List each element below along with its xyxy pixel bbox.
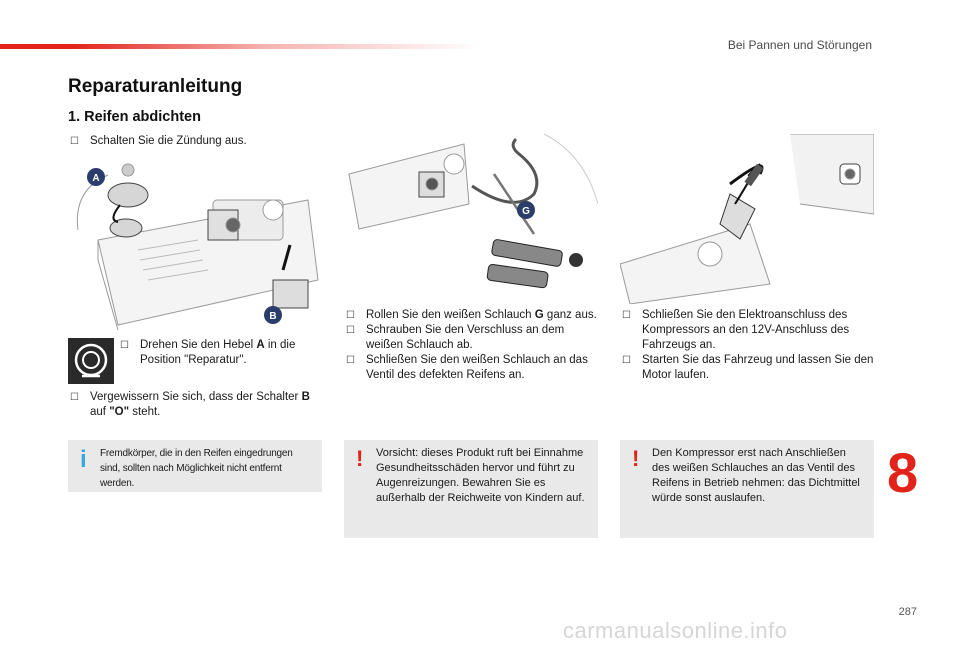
label-b: B: [269, 311, 277, 322]
power-connection-illustration: [620, 134, 874, 304]
step-switch-off-ignition: ☐ Schalten Sie die Zündung aus.: [70, 135, 247, 147]
steps-power: [622, 308, 874, 383]
checkbox-bullet-icon: ☐: [346, 310, 355, 321]
checkbox-bullet-icon: ☐: [70, 392, 79, 403]
header-accent-bar: [0, 44, 480, 49]
step-unscrew-cap: ☐ Schrauben Sie den Verschluss an dem weißen Schlauch ab.: [346, 324, 565, 351]
checkbox-bullet-icon: ☐: [622, 355, 631, 366]
warning-note-sealant: ! Vorsicht: dieses Produkt ruft bei Einnahme Gesundheitsschäden hervor und führt zu Augenreizungen. Bewahren Sie es außerhalb der Reichweite von Kindern auf.: [344, 440, 598, 538]
section-title: Bei Pannen und Störungen: [727, 38, 872, 52]
info-note: i Fremdkörper, die in den Reifen eingedrungen sind, sollten nach Möglichkeit nicht entfernt werden.: [68, 440, 322, 492]
compressor-lever-illustration: [68, 160, 324, 330]
checkbox-bullet-icon: ☐: [346, 355, 355, 366]
info-icon: i: [80, 446, 87, 473]
step-turn-lever: ☐ Drehen Sie den Hebel A in die Position "Reparatur".: [120, 339, 296, 366]
warning-note-compressor: ! Den Kompressor erst nach Anschließen des weißen Schlauches an das Ventil des Reifens in Betrieb nehmen: das Dichtmittel würde sonst auslaufen.: [620, 440, 874, 538]
page-number: 287: [898, 606, 917, 618]
step-start-engine: ☐ Starten Sie das Fahrzeug und lassen Sie den Motor laufen.: [622, 354, 874, 381]
checkbox-bullet-icon: ☐: [346, 325, 355, 336]
step-connect-12v: ☐ Schließen Sie den Elektroanschluss des Kompressors an den 12V-Anschluss des Fahrzeugs an.: [622, 309, 850, 351]
section-subtitle: 1. Reifen abdichten: [68, 109, 201, 125]
label-a: A: [92, 173, 100, 184]
warning-icon: !: [356, 446, 364, 471]
watermark: carmanualsonline.info: [563, 618, 788, 643]
warning-icon: !: [632, 446, 640, 471]
steps-hose: [346, 308, 602, 383]
step-check-switch: ☐ Vergewissern Sie sich, dass der Schalter B auf "O" steht.: [70, 391, 310, 418]
checkbox-bullet-icon: ☐: [70, 136, 79, 147]
step-connect-valve: ☐ Schließen Sie den weißen Schlauch an das Ventil des defekten Reifens an.: [346, 354, 588, 381]
tire-repair-icon: [68, 338, 114, 384]
checkbox-bullet-icon: ☐: [120, 340, 129, 351]
label-g: G: [522, 206, 530, 217]
step-unroll-hose: ☐ Rollen Sie den weißen Schlauch G ganz aus.: [346, 309, 597, 321]
page-title: Reparaturanleitung: [68, 76, 243, 97]
checkbox-bullet-icon: ☐: [622, 310, 631, 321]
chapter-number: 8: [887, 441, 919, 504]
hose-illustration: [344, 134, 598, 304]
